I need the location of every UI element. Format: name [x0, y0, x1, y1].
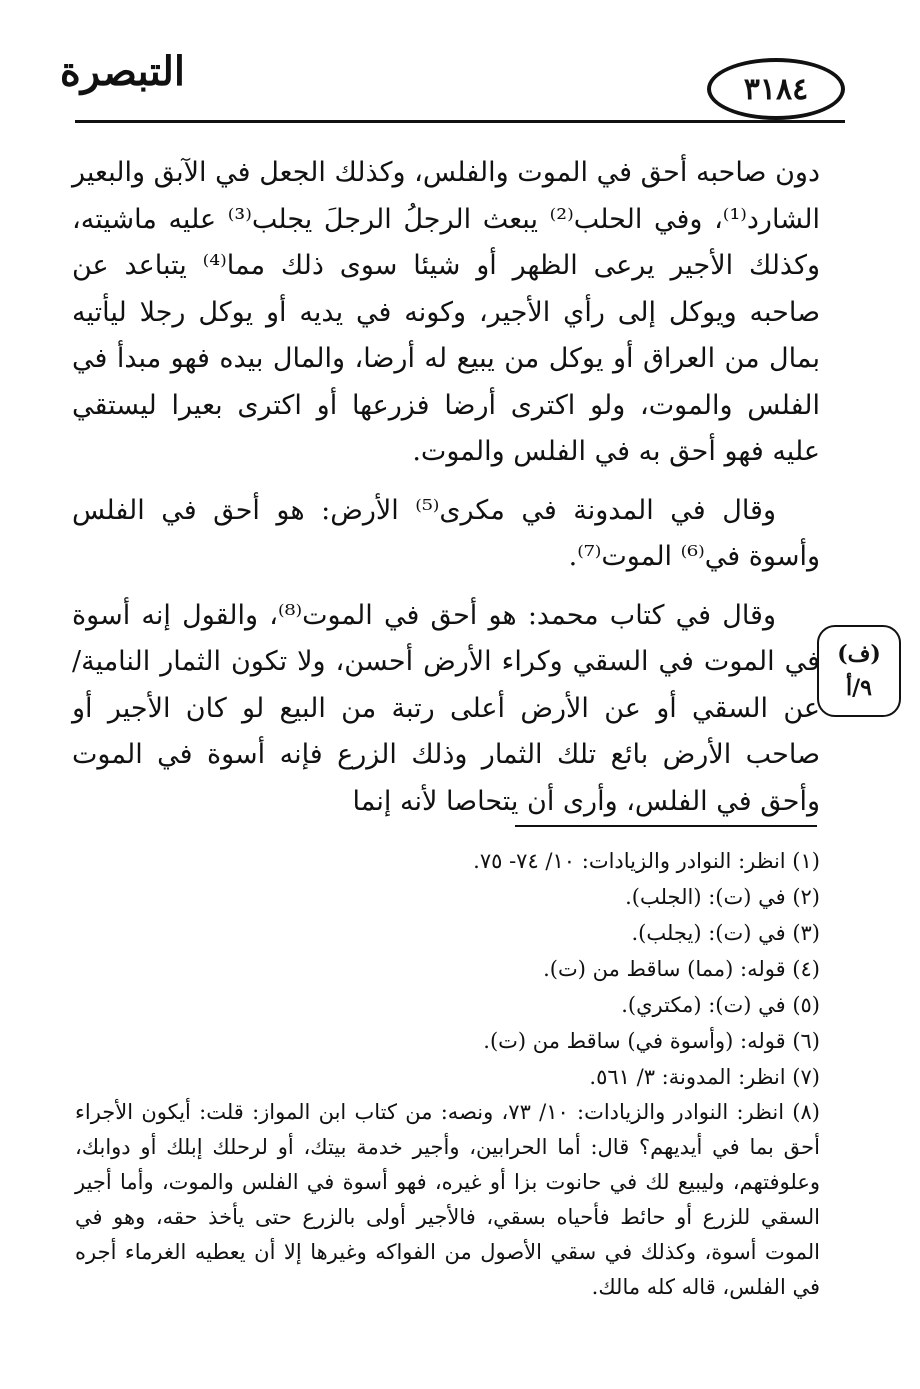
header-rule — [75, 120, 845, 123]
folio-marker-number: ٩/أ — [846, 675, 872, 701]
folio-marker-label: (ف) — [837, 641, 881, 667]
footnote-7: (٧) انظر: المدونة: ٣/ ٥٦١. — [589, 1065, 820, 1089]
footnote-3: (٣) في (ت): (يجلب). — [631, 921, 820, 945]
footnote-5: (٥) في (ت): (مكتري). — [621, 993, 820, 1017]
footnote-6: (٦) قوله: (وأسوة في) ساقط من (ت). — [483, 1029, 820, 1053]
footnote-separator — [515, 825, 817, 827]
main-text — [72, 150, 820, 837]
footnote-4: (٤) قوله: (مما) ساقط من (ت). — [543, 957, 820, 981]
book-title: التبصرة — [59, 48, 185, 95]
manuscript-folio-marker — [817, 625, 901, 717]
footnote-2: (٢) في (ت): (الجلب). — [625, 885, 820, 909]
paragraph-3: وقال في كتاب محمد: هو أحق في الموت⁽⁸⁾، والقول إنه أسوة في الموت في السقي وكراء الأرض أحسن، ولا تكون الثمار النامية/ عن السقي أو عن الأرض أعلى رتبة من البيع لو كان الأجير أو صاحب الأرض بائع تلك الثمار وذلك الزرع فإنه أسوة في الموت وأحق في الفلس، وأرى أن يتحاصا لأنه إنما — [72, 599, 820, 817]
footnote-8: (٨) انظر: النوادر والزيادات: ١٠/ ٧٣، ونصه: من كتاب ابن المواز: قلت: أيكون الأجراء أحق بما في أيديهم؟ قال: أما الحرابين، وأجير خدمة بيتك، أو لرحلك إبلك أو دوابك، وعلوفتهم، وليبيع لك في حانوت بزا أو غيره، فهو أسوة في الفلس والموت، وأما أجير السقي للزرع أو حائط فأحياه بسقي، فالأجير أولى بالزرع حتى يأخذ حقه، وهو في الموت أسوة، وكذلك في سقي الأصول من الفواكه وغيرها إلا أن يعطيه الغرماء أجره في الفلس، قاله كله مالك. — [75, 1100, 820, 1299]
paragraph-1: دون صاحبه أحق في الموت والفلس، وكذلك الجعل في الآبق والبعير الشارد⁽¹⁾، وفي الحلب⁽²⁾ يبعث الرجلُ الرجلَ يجلب⁽³⁾ عليه ماشيته، وكذلك الأجير يرعى الظهر أو شيئا سوى ذلك مما⁽⁴⁾ يتباعد عن صاحبه ويوكل إلى رأي الأجير، وكونه في يديه أو يوكل رجلا ليأتيه بمال من العراق أو يوكل من يبيع له أرضا، والمال بيده فهو مبدأ في الفلس والموت، ولو اكترى أرضا فزرعها أو اكترى بعيرا ليستقي عليه فهو أحق به في الفلس والموت. — [72, 157, 821, 467]
paragraph-2: وقال في المدونة في مكرى⁽⁵⁾ الأرض: هو أحق في الفلس وأسوة في⁽⁶⁾ الموت⁽⁷⁾. — [72, 494, 820, 572]
page-number-text: ٣١٨٤ — [743, 71, 809, 107]
page-number — [707, 58, 845, 120]
footnote-1: (١) انظر: النوادر والزيادات: ١٠/ ٧٤- ٧٥. — [473, 849, 820, 873]
footnotes — [75, 843, 820, 1305]
page-header — [59, 40, 845, 120]
